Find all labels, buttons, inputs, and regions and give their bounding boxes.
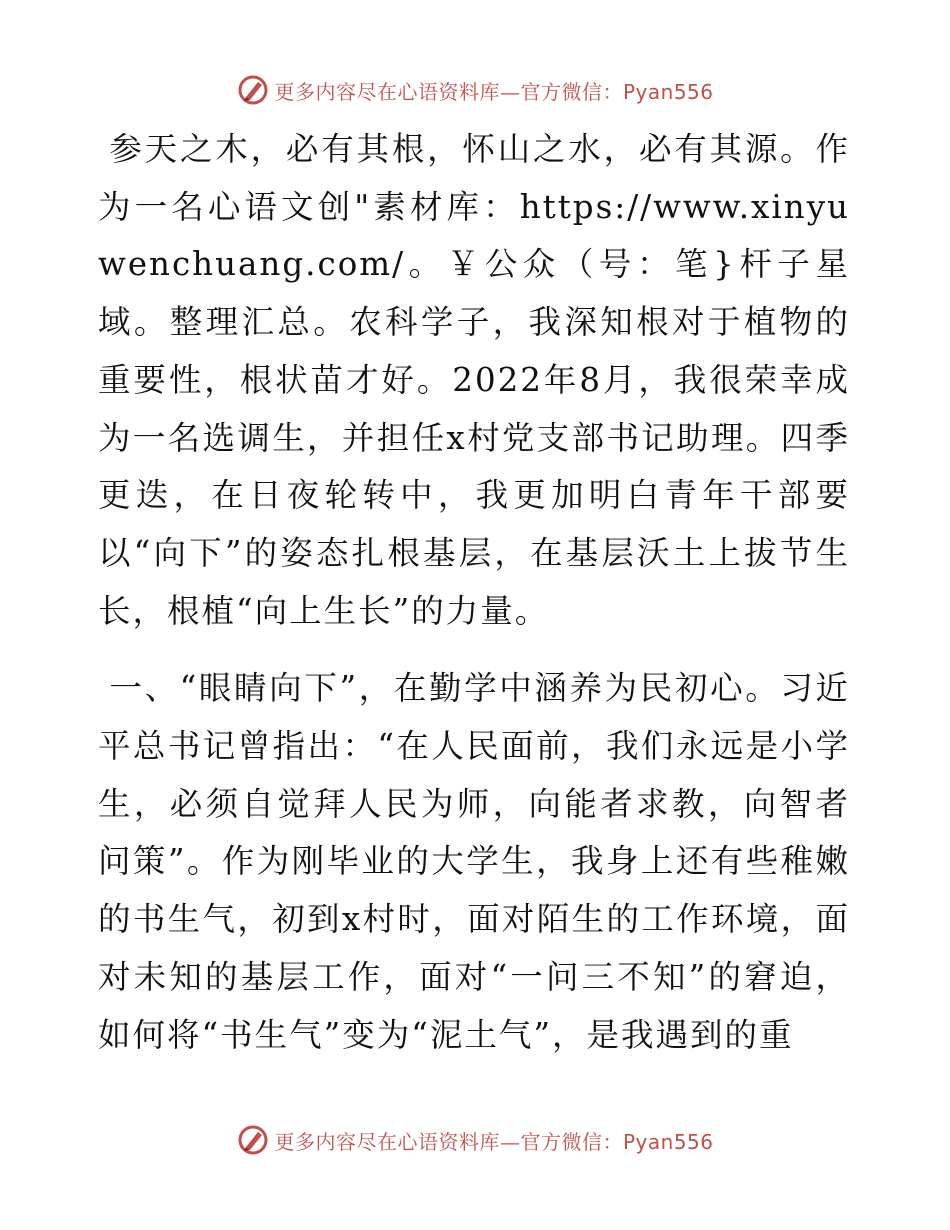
- header-banner: [0, 68, 950, 112]
- footer-banner-text: 更多内容尽在心语资料库—官方微信：Pyan556: [274, 1129, 714, 1154]
- paragraph-intro: 参天之木，必有其根，怀山之水，必有其源。作为一名心语文创"素材库：https://www.xinyuwenchuang.com/。￥公众（号：笔}杆子星域。整理汇总。农科学子，我深知根对于植物的重要性，根状苗才好。2022年8月，我很荣幸成为一名选调生，并担任x村党支部书记助理。四季更迭，在日夜轮转中，我更加明白青年干部要以“向下”的姿态扎根基层，在基层沃土上拔节生长，根植“向上生长”的力量。: [98, 130, 850, 630]
- pen-logo-icon: [236, 73, 270, 107]
- pen-logo-icon: [236, 1123, 270, 1157]
- paragraph-section-one: 一、“眼睛向下”，在勤学中涵养为民初心。习近平总书记曾指出：“在人民面前，我们永远是小学生，必须自觉拜人民为师，向能者求教，向智者问策”。作为刚毕业的大学生，我身上还有些稚嫩的书生气，初到x村时，面对陌生的工作环境，面对未知的基层工作，面对“一问三不知”的窘迫，如何将“书生气”变为“泥土气”，是我遇到的重: [98, 669, 850, 1054]
- footer-banner: [0, 1118, 950, 1162]
- header-banner-text: 更多内容尽在心语资料库—官方微信：Pyan556: [274, 79, 714, 104]
- document-body: [98, 121, 850, 1064]
